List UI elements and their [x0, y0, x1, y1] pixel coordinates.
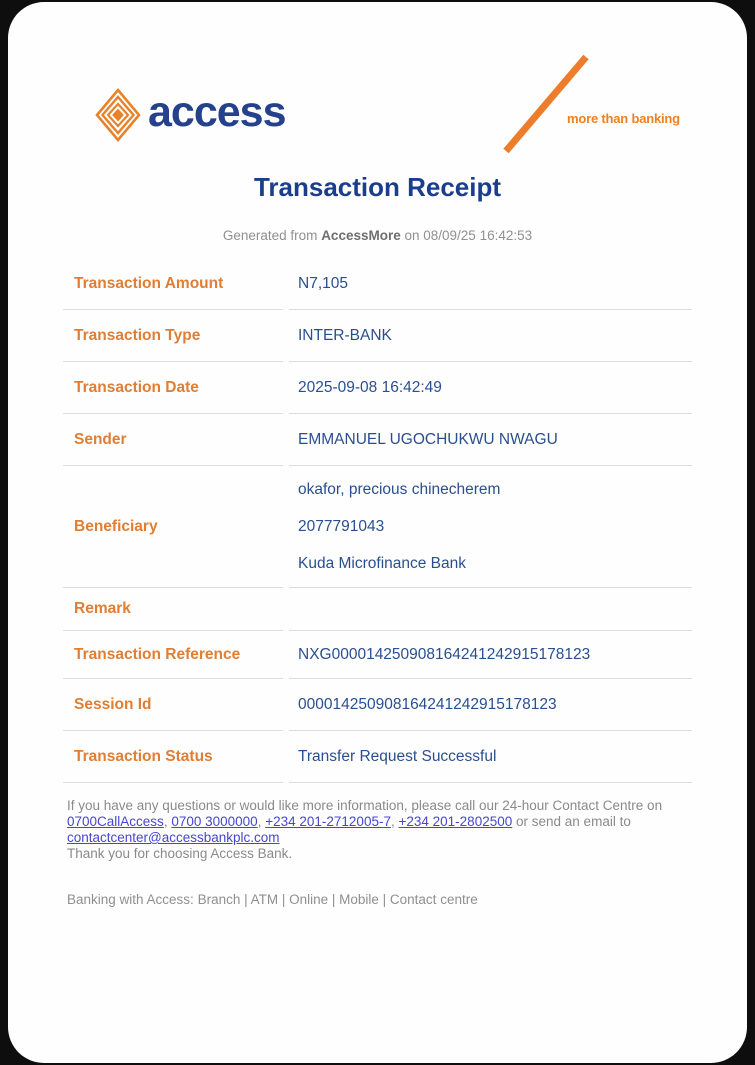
table-row-sender	[63, 414, 692, 466]
row-value: N7,105	[289, 258, 692, 310]
phone-link-0700-3000000[interactable]: 0700 3000000	[171, 814, 258, 829]
email-intro-text: or send an email to	[516, 814, 631, 829]
access-logo-text: access	[148, 87, 286, 136]
receipt-card	[8, 2, 747, 1063]
brand-tagline: more than banking	[567, 111, 680, 126]
row-label: Remark	[63, 588, 283, 631]
row-label: Transaction Date	[63, 362, 283, 414]
row-value: INTER-BANK	[289, 310, 692, 362]
table-row-remark	[63, 588, 692, 631]
row-value: 000014250908164241242915178123	[289, 679, 692, 731]
row-label: Transaction Amount	[63, 258, 283, 310]
row-label: Transaction Type	[63, 310, 283, 362]
table-row-transaction-amount	[63, 258, 692, 310]
row-value: 2025-09-08 16:42:49	[289, 362, 692, 414]
separator: ,	[257, 814, 262, 829]
phone-link-2712005[interactable]: +234 201-2712005-7	[265, 814, 391, 829]
row-value	[289, 588, 692, 631]
contact-intro-text: If you have any questions or would like more information, please call our 24-hour Contact Centre on	[67, 798, 663, 813]
row-value	[289, 466, 692, 588]
row-label: Beneficiary	[63, 466, 283, 588]
beneficiary-account-number: 2077791043	[298, 517, 385, 535]
generated-app-name: AccessMore	[321, 228, 401, 243]
contact-info	[67, 798, 695, 862]
row-value: NXG000014250908164241242915178123	[289, 631, 692, 679]
table-row-beneficiary	[63, 466, 692, 588]
generated-prefix: Generated from	[222, 228, 318, 243]
banking-channels-text: Banking with Access: Branch | ATM | Online | Mobile | Contact centre	[67, 892, 478, 907]
table-row-transaction-date	[63, 362, 692, 414]
phone-link-2802500[interactable]: +234 201-2802500	[398, 814, 513, 829]
row-label: Sender	[63, 414, 283, 466]
orange-slash-icon	[492, 52, 592, 154]
thank-you-text: Thank you for choosing Access Bank.	[67, 846, 293, 861]
row-value: EMMANUEL UGOCHUKWU NWAGU	[289, 414, 692, 466]
generated-timestamp: on 08/09/25 16:42:53	[404, 228, 533, 243]
beneficiary-bank: Kuda Microfinance Bank	[298, 554, 467, 572]
beneficiary-name: okafor, precious chinecherem	[298, 480, 501, 498]
page-title: Transaction Receipt	[253, 172, 502, 202]
row-label: Transaction Reference	[63, 631, 283, 679]
email-link[interactable]: contactcenter@accessbankplc.com	[67, 830, 280, 845]
row-label: Transaction Status	[63, 731, 283, 783]
generated-line	[8, 228, 747, 243]
contact-paragraph	[67, 798, 695, 846]
receipt-table	[63, 258, 692, 783]
table-row-transaction-status	[63, 731, 692, 783]
separator: ,	[390, 814, 395, 829]
access-bank-logo	[94, 84, 286, 146]
table-row-transaction-type	[63, 310, 692, 362]
table-row-transaction-reference	[63, 631, 692, 679]
row-label: Session Id	[63, 679, 283, 731]
access-diamond-icon	[94, 84, 142, 146]
separator: ,	[163, 814, 168, 829]
table-row-session-id	[63, 679, 692, 731]
phone-link-0700callaccess[interactable]: 0700CallAccess	[67, 814, 164, 829]
row-value: Transfer Request Successful	[289, 731, 692, 783]
